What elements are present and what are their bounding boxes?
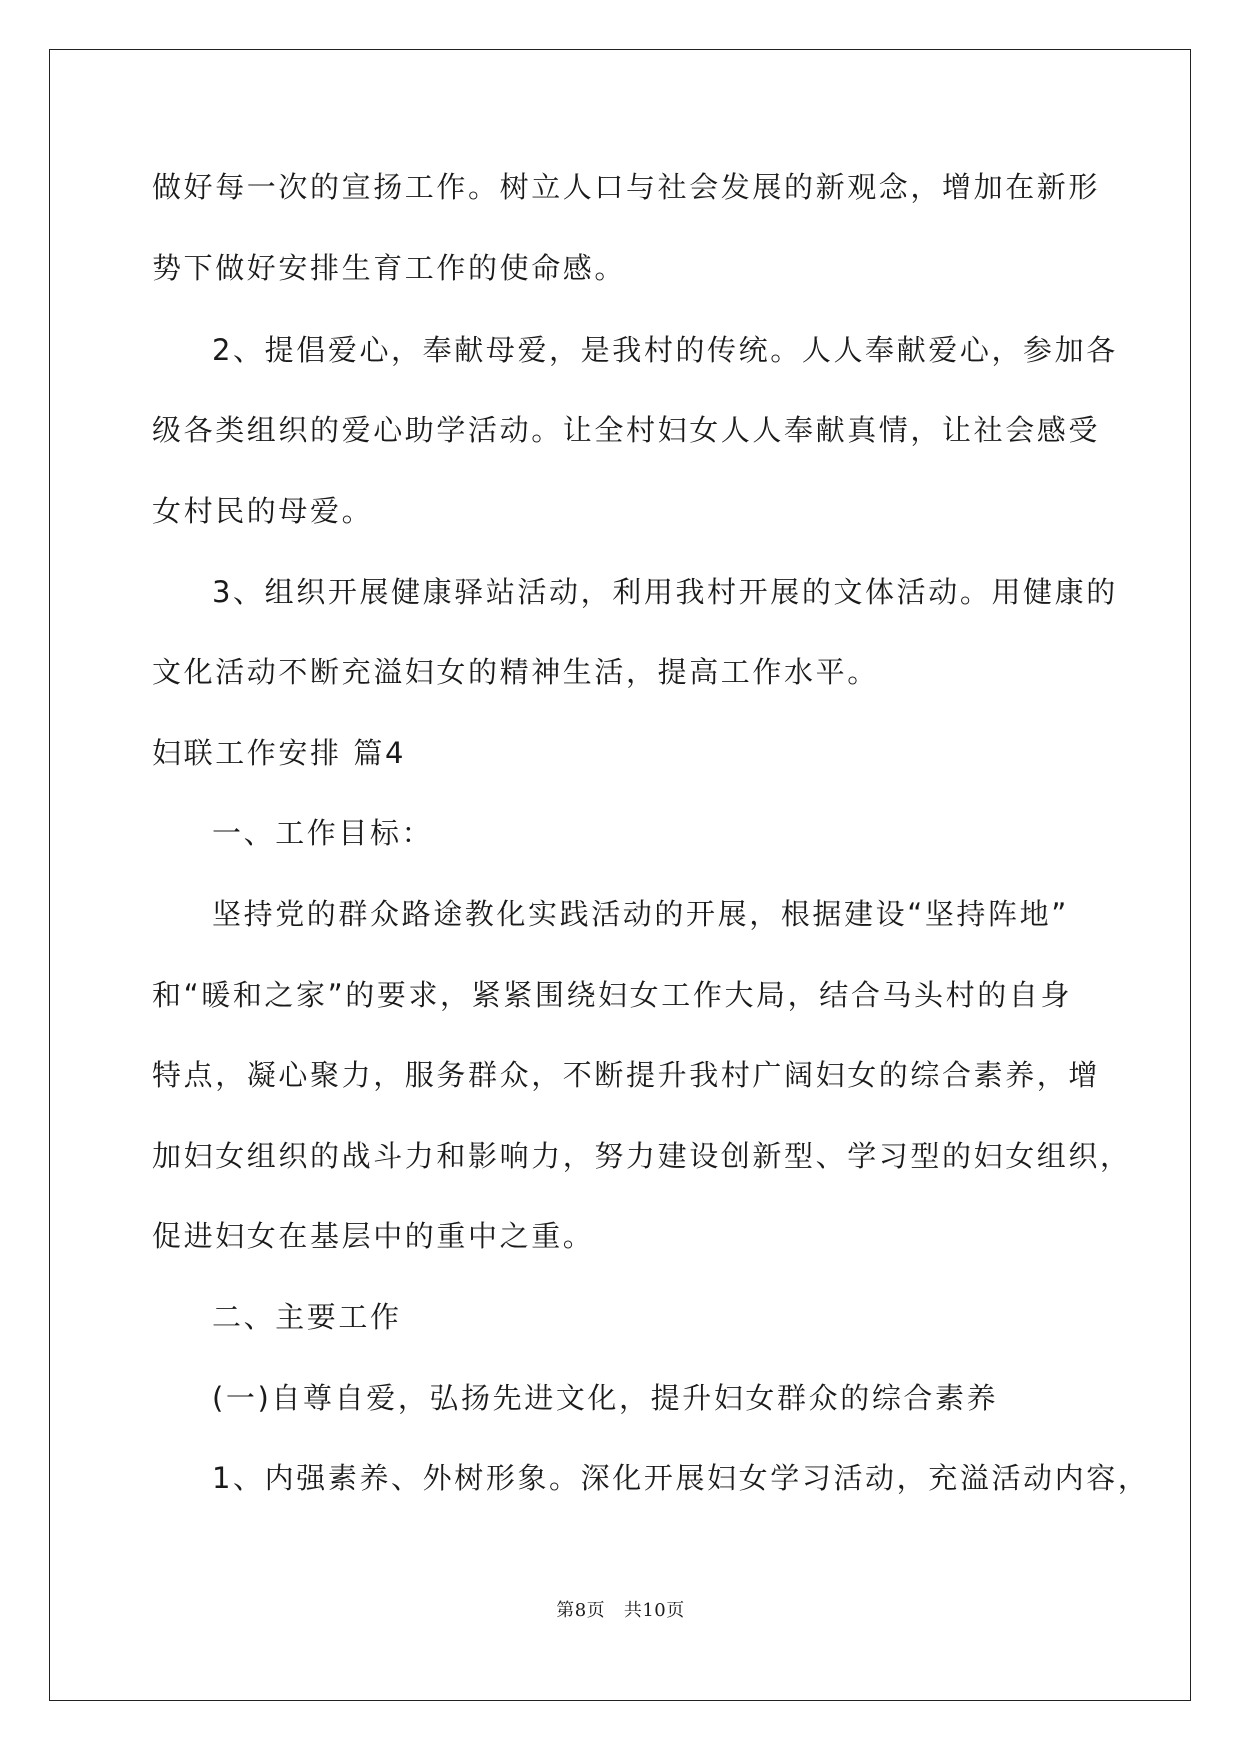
paragraph-2-line-1: 2、提倡爱心，奉献母爱，是我村的传统。人人奉献爱心，参加各 (212, 333, 1118, 367)
page-border (49, 49, 1191, 1701)
subheading-goals: 一、工作目标： (212, 816, 434, 850)
body-line-1: 做好每一次的宣扬工作。树立人口与社会发展的新观念，增加在新形 (152, 170, 1101, 204)
subheading-main-work: 二、主要工作 (212, 1300, 402, 1334)
goals-line-5: 促进妇女在基层中的重中之重。 (152, 1219, 595, 1253)
section-heading: 妇联工作安排 篇4 (152, 736, 407, 770)
paragraph-3-line-2: 文化活动不断充溢妇女的精神生活，提高工作水平。 (152, 655, 879, 689)
goals-line-3: 特点，凝心聚力，服务群众，不断提升我村广阔妇女的综合素养，增 (152, 1058, 1101, 1092)
paragraph-2-line-3: 女村民的母爱。 (152, 494, 374, 528)
paragraph-2-line-2: 级各类组织的爱心助学活动。让全村妇女人人奉献真情，让社会感受 (152, 413, 1101, 447)
body-line-2: 势下做好安排生育工作的使命感。 (152, 251, 627, 285)
page-footer: 第8页 共10页 (556, 1600, 685, 1621)
goals-line-4: 加妇女组织的战斗力和影响力，努力建设创新型、学习型的妇女组织， (152, 1139, 1132, 1173)
goals-line-1: 坚持党的群众路途教化实践活动的开展，根据建设“坚持阵地” (212, 897, 1069, 931)
goals-line-2: 和“暖和之家”的要求，紧紧围绕妇女工作大局，结合马头村的自身 (152, 978, 1073, 1012)
paragraph-3-line-1: 3、组织开展健康驿站活动，利用我村开展的文体活动。用健康的 (212, 575, 1118, 609)
item-1-line-1: 1、内强素养、外树形象。深化开展妇女学习活动，充溢活动内容， (212, 1461, 1150, 1495)
subheading-self-respect: (一)自尊自爱，弘扬先进文化，提升妇女群众的综合素养 (212, 1381, 999, 1415)
